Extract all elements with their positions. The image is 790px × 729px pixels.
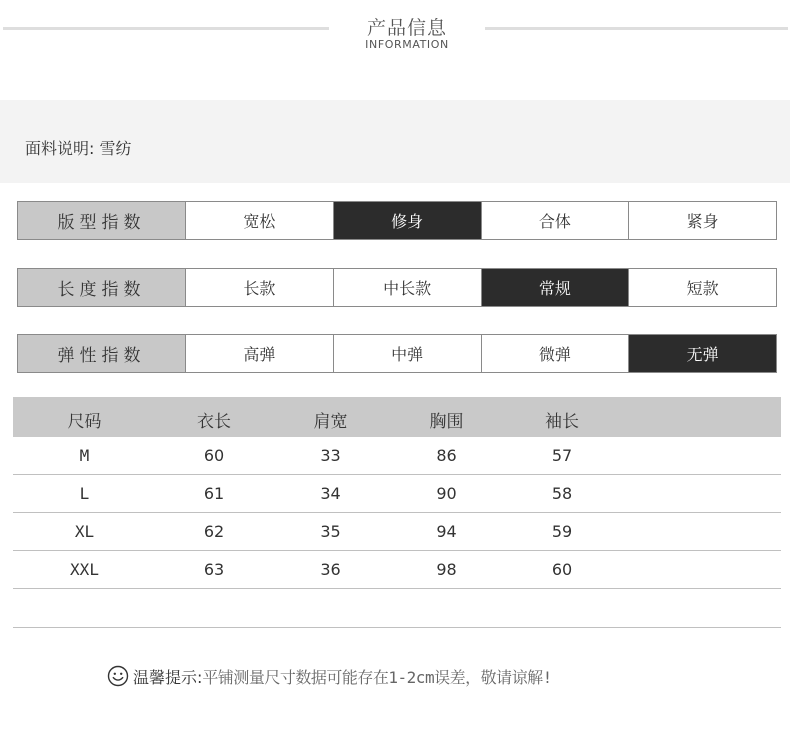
chest-cell: 86 — [436, 446, 457, 465]
fit-index-row — [17, 201, 777, 240]
sleeve-cell: 58 — [551, 484, 573, 503]
table-row — [13, 437, 781, 475]
shoulder-cell: 35 — [320, 522, 341, 541]
fabric-description: 面料说明: 雪纺 — [25, 139, 132, 158]
length-cell: 60 — [203, 446, 225, 465]
notice-label: 温馨提示: — [133, 667, 203, 687]
shoulder-cell: 34 — [320, 484, 341, 503]
smile-icon — [107, 665, 129, 687]
length-index-label: 长度指数 — [18, 269, 186, 306]
fit-option: 紧身 — [686, 212, 719, 231]
sleeve-cell: 59 — [551, 522, 573, 541]
elasticity-option: 高弹 — [186, 335, 334, 372]
shoulder-cell: 36 — [320, 560, 341, 579]
table-row — [13, 551, 781, 589]
elasticity-option: 微弹 — [482, 335, 630, 372]
fit-option: 宽松 — [186, 202, 334, 239]
length-option-selected: 常规 — [482, 269, 630, 306]
section-title: 产品信息 — [366, 17, 447, 39]
header-sleeve: 袖长 — [545, 411, 579, 432]
header-divider-right — [485, 27, 788, 30]
fit-option-selected: 修身 — [334, 202, 482, 239]
length-cell: 63 — [203, 560, 225, 579]
bottom-divider — [13, 627, 781, 628]
header-shoulder: 肩宽 — [313, 411, 348, 432]
size-cell: XXL — [70, 560, 99, 579]
elasticity-index-row — [17, 334, 777, 373]
elasticity-index-label: 弹性指数 — [18, 335, 186, 372]
chest-cell: 94 — [436, 522, 457, 541]
shoulder-cell: 33 — [320, 446, 341, 465]
length-cell: 62 — [203, 522, 225, 541]
sleeve-cell: 57 — [551, 446, 573, 465]
length-option: 短款 — [686, 279, 719, 298]
fit-index-label: 版型指数 — [18, 202, 186, 239]
header-length: 衣长 — [197, 411, 231, 432]
fit-option: 合体 — [482, 202, 630, 239]
header-size: 尺码 — [67, 411, 102, 432]
header-divider-left — [3, 27, 329, 30]
section-subtitle: INFORMATION — [365, 38, 449, 51]
size-table — [13, 397, 781, 589]
size-cell: M — [79, 446, 90, 465]
notice-text: 平铺测量尺寸数据可能存在1-2cm误差，敬请谅解! — [202, 667, 552, 687]
chest-cell: 98 — [436, 560, 457, 579]
elasticity-option-selected: 无弹 — [629, 335, 776, 372]
elasticity-option: 中弹 — [334, 335, 482, 372]
size-cell: L — [79, 484, 90, 503]
size-cell: XL — [74, 522, 95, 541]
table-row — [13, 475, 781, 513]
chest-cell: 90 — [436, 484, 457, 503]
length-cell: 61 — [203, 484, 225, 503]
length-option: 长款 — [186, 269, 334, 306]
header-chest: 胸围 — [429, 411, 464, 432]
length-option: 中长款 — [334, 269, 482, 306]
size-table-header — [13, 397, 781, 437]
sleeve-cell: 60 — [551, 560, 573, 579]
length-index-row — [17, 268, 777, 307]
notice — [107, 664, 552, 688]
table-row — [13, 513, 781, 551]
